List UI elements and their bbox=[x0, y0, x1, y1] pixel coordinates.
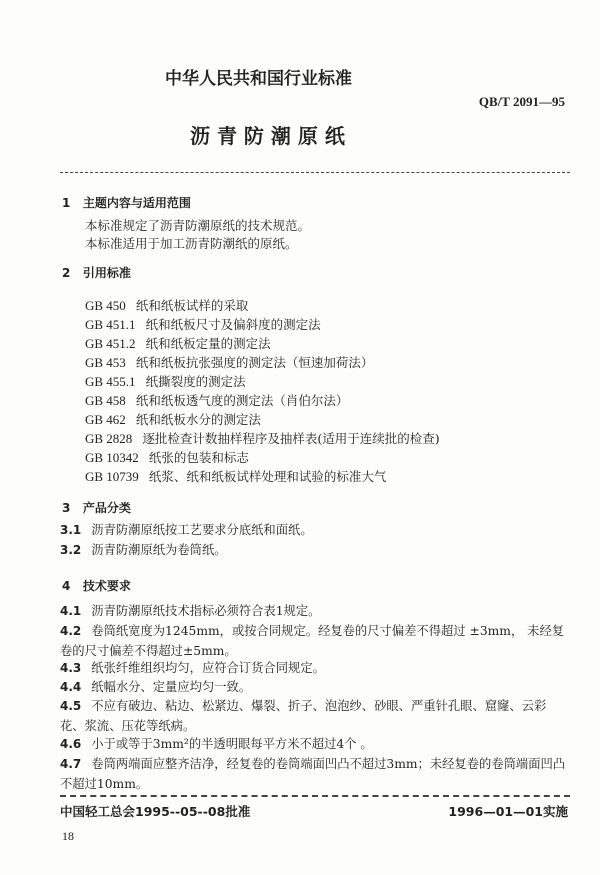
reference-title: 纸和纸板试样的采取 bbox=[135, 298, 249, 313]
reference-item bbox=[85, 296, 248, 315]
header-divider bbox=[60, 172, 570, 173]
reference-code: GB 458 bbox=[85, 393, 126, 408]
section-title: 技术要求 bbox=[82, 579, 131, 593]
footer-divider bbox=[60, 795, 570, 797]
paragraph: 本标准适用于加工沥青防潮纸的原纸。 bbox=[85, 236, 298, 251]
section-number: 2 bbox=[62, 266, 71, 280]
reference-code: GB 451.1 bbox=[85, 317, 136, 332]
section-title: 产品分类 bbox=[82, 501, 131, 515]
clause-text: 纸张纤维组织均匀，应符合订货合同规定。 bbox=[91, 661, 325, 675]
section-number: 1 bbox=[62, 196, 71, 210]
clause-text: 小于或等于3mm²的半透明眼每平方米不超过4个 。 bbox=[91, 737, 373, 751]
reference-code: GB 10342 bbox=[85, 450, 139, 465]
reference-item bbox=[85, 467, 386, 486]
clause-number: 4.2 bbox=[60, 624, 82, 638]
reference-title: 纸张的包装和标志 bbox=[148, 450, 249, 465]
clause-4-4 bbox=[60, 678, 568, 698]
clause-text: 沥青防潮原纸技术指标必须符合表1规定。 bbox=[91, 604, 321, 618]
standard-code: QB/T 2091—95 bbox=[478, 94, 565, 109]
reference-title: 纸和纸板透气度的测定法（肖伯尔法） bbox=[135, 393, 349, 408]
clause-text: 沥青防潮原纸按工艺要求分底纸和面纸。 bbox=[91, 523, 313, 537]
approval-date: 中国轻工总会1995--05--08批准 bbox=[60, 804, 251, 819]
clause-number: 4.3 bbox=[60, 661, 82, 675]
section-title: 主题内容与适用范围 bbox=[82, 196, 191, 210]
clause-4-5 bbox=[60, 697, 568, 736]
reference-item bbox=[85, 353, 373, 372]
reference-code: GB 2828 bbox=[85, 431, 133, 446]
clause-number: 3.2 bbox=[60, 543, 82, 557]
reference-item bbox=[85, 448, 249, 467]
clause-number: 3.1 bbox=[60, 523, 82, 537]
clause-4-7 bbox=[60, 755, 568, 794]
reference-item bbox=[85, 334, 271, 353]
reference-code: GB 453 bbox=[85, 355, 126, 370]
clause-text: 纸幅水分、定量应均匀一致。 bbox=[91, 680, 252, 694]
clause-text: 沥青防潮原纸为卷筒纸。 bbox=[91, 543, 227, 557]
page-number: 18 bbox=[62, 829, 74, 843]
reference-title: 纸和纸板定量的测定法 bbox=[145, 336, 271, 351]
clause-number: 4.1 bbox=[60, 604, 82, 618]
reference-title: 纸和纸板尺寸及偏斜度的测定法 bbox=[145, 317, 321, 332]
paragraph: 本标准规定了沥青防潮原纸的技术规范。 bbox=[85, 218, 311, 233]
section-number: 3 bbox=[62, 501, 71, 515]
reference-code: GB 10739 bbox=[85, 469, 139, 484]
reference-code: GB 450 bbox=[85, 298, 126, 313]
reference-code: GB 455.1 bbox=[85, 374, 136, 389]
reference-code: GB 451.2 bbox=[85, 336, 136, 351]
reference-item bbox=[85, 391, 348, 410]
clause-number: 4.6 bbox=[60, 737, 82, 751]
clause-3-2 bbox=[60, 541, 568, 561]
clause-text: 卷筒两端面应整齐洁净，经复卷的卷筒端面凹凸不超过3mm；未经复卷的卷筒端面凹凸不超过10mm。 bbox=[60, 757, 566, 791]
section-1-heading bbox=[62, 194, 191, 211]
section-3-heading bbox=[62, 499, 131, 516]
section-title: 引用标准 bbox=[82, 266, 131, 280]
reference-item bbox=[85, 429, 440, 448]
reference-title: 纸和纸板水分的测定法 bbox=[135, 412, 261, 427]
effective-date: 1996—01—01实施 bbox=[448, 804, 568, 819]
clause-number: 4.5 bbox=[60, 699, 82, 713]
clause-3-1 bbox=[60, 521, 568, 541]
reference-item bbox=[85, 372, 246, 391]
clause-text: 不应有破边、粘边、松紧边、爆裂、折子、泡泡纱、砂眼、严重针孔眼、窟窿、云彩花、浆流、压花等纸病。 bbox=[60, 699, 547, 733]
document-title: 沥 青 防 潮 原 纸 bbox=[190, 124, 345, 148]
section-4-heading bbox=[62, 577, 131, 594]
reference-title: 纸浆、纸和纸板试样处理和试验的标准大气 bbox=[148, 469, 387, 484]
issuing-authority: 中华人民共和国行业标准 bbox=[165, 69, 352, 89]
clause-4-6 bbox=[60, 735, 568, 755]
clause-number: 4.4 bbox=[60, 680, 82, 694]
clause-4-3 bbox=[60, 659, 568, 679]
clause-4-1 bbox=[60, 602, 568, 622]
reference-title: 纸和纸板抗张强度的测定法（恒速加荷法） bbox=[135, 355, 374, 370]
clause-number: 4.7 bbox=[60, 757, 82, 771]
clause-text: 卷筒纸宽度为1245mm，或按合同规定。经复卷的尺寸偏差不得超过 ±3mm， 未经复卷的尺寸偏差不得超过±5mm。 bbox=[60, 624, 565, 658]
reference-code: GB 462 bbox=[85, 412, 126, 427]
section-2-heading bbox=[62, 264, 131, 281]
reference-title: 纸撕裂度的测定法 bbox=[145, 374, 246, 389]
reference-item bbox=[85, 410, 261, 429]
reference-item bbox=[85, 315, 321, 334]
reference-title: 逐批检查计数抽样程序及抽样表(适用于连续批的检查) bbox=[142, 431, 440, 446]
clause-4-2 bbox=[60, 622, 568, 661]
section-number: 4 bbox=[62, 579, 71, 593]
